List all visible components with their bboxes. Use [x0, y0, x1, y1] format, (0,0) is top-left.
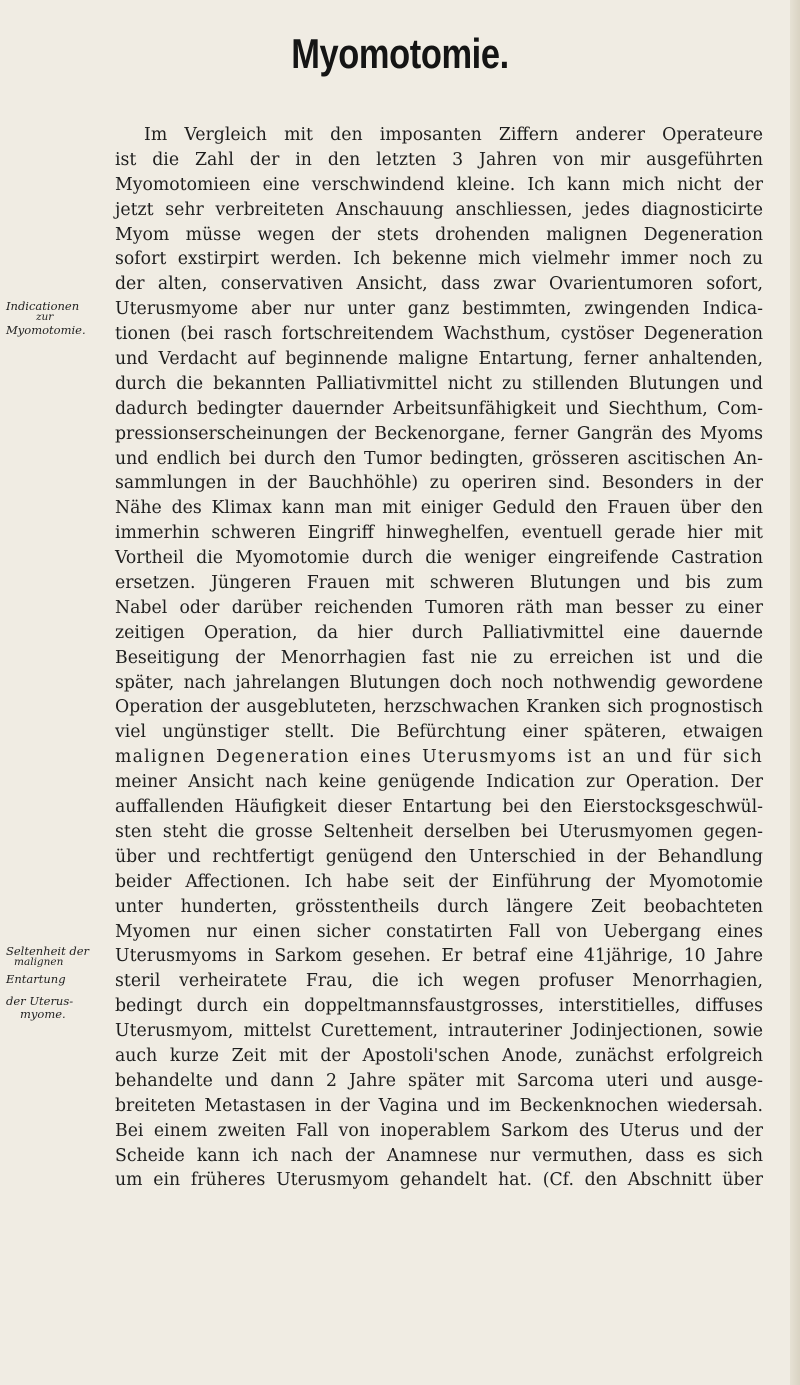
text-line: der alten, conservativen Ansicht, dass zwar Ovarientumoren sofort, — [115, 274, 763, 295]
margin-note-line: Myomotomie. — [6, 323, 86, 337]
text-line: später, nach jahrelangen Blutungen doch noch nothwendig gewordene — [115, 672, 763, 693]
margin-note-line: Seltenheit der — [6, 944, 90, 958]
text-line: durch die bekannten Palliativmittel nicht zu stillenden Blutungen und — [115, 373, 763, 394]
margin-note-rarity — [6, 945, 114, 1021]
text-line: pressionserscheinungen der Beckenorgane, ferner Gangrän des Myoms — [115, 423, 763, 444]
text-line: breiteten Metastasen in der Vagina und im Beckenknochen wiedersah. — [115, 1095, 763, 1116]
margin-note-line: malignen — [14, 956, 64, 968]
text-line: malignen Degeneration eines Uterusmyoms ist an und für sich — [115, 747, 763, 768]
text-line: auch kurze Zeit mit der Apostoli'schen Anode, zunächst erfolgreich — [115, 1045, 763, 1066]
text-line: auffallenden Häufigkeit dieser Entartung bei den Eierstocksgeschwül- — [115, 797, 763, 818]
text-line: behandelte und dann 2 Jahre später mit Sarcoma uteri und ausge- — [115, 1070, 763, 1091]
text-line: beider Affectionen. Ich habe seit der Einführung der Myomotomie — [115, 871, 763, 892]
text-line: und Verdacht auf beginnende maligne Entartung, ferner anhaltenden, — [115, 349, 763, 370]
text-line: sofort exstirpirt werden. Ich bekenne mich vielmehr immer noch zu — [115, 249, 763, 270]
text-line: meiner Ansicht nach keine genügende Indication zur Operation. Der — [115, 772, 763, 793]
text-line: Beseitigung der Menorrhagien fast nie zu erreichen ist und die — [115, 647, 763, 668]
text-line: Vortheil die Myomotomie durch die weniger eingreifende Castration — [115, 548, 763, 569]
margin-note-line: der Uterus- — [6, 994, 74, 1008]
text-line: und endlich bei durch den Tumor bedingten, grösseren ascitischen An- — [115, 448, 763, 469]
text-line: Nähe des Klimax kann man mit einiger Geduld den Frauen über den — [115, 498, 763, 519]
text-line: Scheide kann ich nach der Anamnese nur vermuthen, dass es sich — [115, 1145, 763, 1166]
text-line: ersetzen. Jüngeren Frauen mit schweren Blutungen und bis zum — [115, 573, 763, 594]
text-line: steril verheiratete Frau, die ich wegen profuser Menorrhagien, — [115, 971, 763, 992]
body-text — [115, 123, 763, 1193]
text-line: sten steht die grosse Seltenheit derselben bei Uterusmyomen gegen- — [115, 821, 763, 842]
text-line: Nabel oder darüber reichenden Tumoren räth man besser zu einer — [115, 597, 763, 618]
page-title: Myomotomie. — [291, 30, 509, 77]
text-line: Uterusmyoms in Sarkom gesehen. Er betraf eine 41jährige, 10 Jahre — [115, 946, 763, 967]
text-line: um ein früheres Uterusmyom gehandelt hat. (Cf. den Abschnitt über — [115, 1170, 763, 1191]
text-line: viel ungünstiger stellt. Die Befürchtung einer späteren, etwaigen — [115, 722, 763, 743]
text-line: zeitigen Operation, da hier durch Palliativmittel eine dauernde — [115, 622, 763, 643]
margin-note-line: Indicationen — [6, 299, 80, 313]
margin-note-line: zur — [36, 311, 54, 323]
text-line: bedingt durch ein doppeltmannsfaustgrosses, interstitielles, diffuses — [115, 996, 763, 1017]
text-line: über und rechtfertigt genügend den Unterschied in der Behandlung — [115, 846, 763, 867]
text-line: unter hunderten, grösstentheils durch längere Zeit beobachteten — [115, 896, 763, 917]
text-line: Myomotomieen eine verschwindend kleine. Ich kann mich nicht der — [115, 174, 763, 195]
text-line: dadurch bedingter dauernder Arbeitsunfähigkeit und Siechthum, Com- — [115, 398, 763, 419]
text-line: immerhin schweren Eingriff hinweghelfen, eventuell gerade hier mit — [115, 523, 763, 544]
text-line: tionen (bei rasch fortschreitendem Wachsthum, cystöser Degeneration — [115, 324, 763, 345]
text-line: jetzt sehr verbreiteten Anschauung anschliessen, jedes diagnosticirte — [115, 199, 763, 220]
text-line: Im Vergleich mit den imposanten Ziffern anderer Operateure — [144, 125, 763, 145]
margin-note-line: Entartung — [6, 972, 66, 986]
text-line: sammlungen in der Bauchhöhle) zu operiren sind. Besonders in der — [115, 473, 763, 494]
text-line: Myomen nur einen sicher constatirten Fall von Uebergang eines — [115, 921, 763, 942]
margin-note-indications — [6, 300, 114, 337]
text-line: ist die Zahl der in den letzten 3 Jahren von mir ausgeführten — [115, 149, 763, 170]
text-line: Operation der ausgebluteten, herzschwachen Kranken sich prognostisch — [115, 697, 763, 718]
margin-note-line: myome. — [20, 1007, 66, 1021]
text-line: Uterusmyome aber nur unter ganz bestimmten, zwingenden Indica- — [115, 299, 763, 320]
text-line: Bei einem zweiten Fall von inoperablem Sarkom des Uterus und der — [115, 1120, 763, 1141]
text-line: Uterusmyom, mittelst Curettement, intrauteriner Jodinjectionen, sowie — [115, 1021, 763, 1042]
page-edge — [790, 0, 800, 1385]
text-line: Myom müsse wegen der stets drohenden malignen Degeneration — [115, 224, 763, 245]
